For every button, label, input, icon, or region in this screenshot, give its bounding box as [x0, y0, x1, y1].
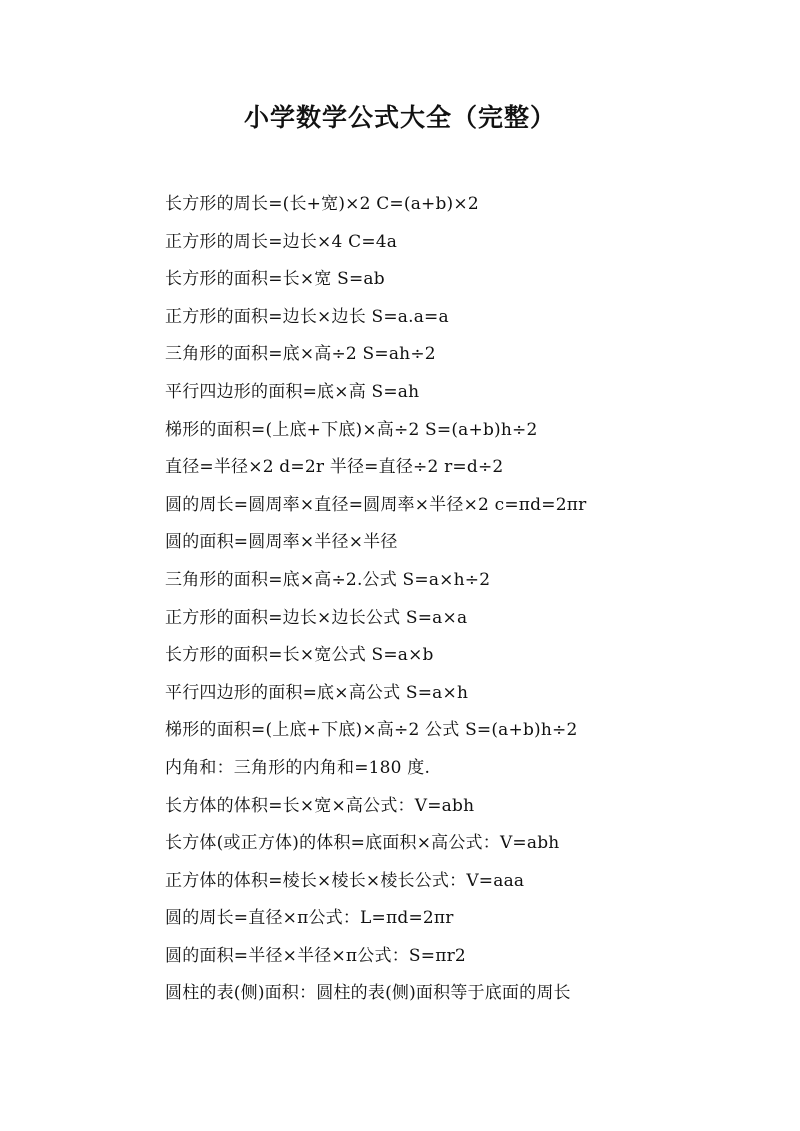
formula-line-8: 直径=半径×2 d=2r 半径=直径÷2 r=d÷2: [165, 457, 504, 478]
formula-line-18: 长方体(或正方体)的体积=底面积×高公式：V=abh: [165, 833, 560, 854]
formula-line-4: 正方形的面积=边长×边长 S=a.a=a: [165, 306, 449, 327]
document-title: 小学数学公式大全（完整）: [243, 103, 556, 132]
formula-list: [165, 186, 765, 1013]
formula-line-9: 圆的周长=圆周率×直径=圆周率×半径×2 c=πd=2πr: [165, 494, 587, 515]
formula-line-13: 长方形的面积=长×宽公式 S=a×b: [165, 645, 434, 666]
formula-line-17: 长方体的体积=长×宽×高公式：V=abh: [165, 795, 475, 816]
formula-line-15: 梯形的面积=(上底+下底)×高÷2 公式 S=(a+b)h÷2: [165, 720, 578, 741]
formula-line-5: 三角形的面积=底×高÷2 S=ah÷2: [165, 344, 436, 365]
formula-line-22: 圆柱的表(侧)面积：圆柱的表(侧)面积等于底面的周长: [165, 983, 571, 1004]
formula-line-19: 正方体的体积=棱长×棱长×棱长公式：V=aaa: [165, 870, 525, 891]
formula-line-14: 平行四边形的面积=底×高公式 S=a×h: [165, 682, 469, 703]
formula-line-21: 圆的面积=半径×半径×π公式：S=πr2: [165, 945, 466, 966]
formula-line-20: 圆的周长=直径×π公式：L=πd=2πr: [165, 908, 454, 929]
formula-line-12: 正方形的面积=边长×边长公式 S=a×a: [165, 607, 468, 628]
formula-line-7: 梯形的面积=(上底+下底)×高÷2 S=(a+b)h÷2: [165, 419, 538, 440]
formula-line-2: 正方形的周长=边长×4 C=4a: [165, 231, 398, 252]
formula-line-1: 长方形的周长=(长+宽)×2 C=(a+b)×2: [165, 194, 479, 214]
formula-line-11: 三角形的面积=底×高÷2.公式 S=a×h÷2: [165, 569, 491, 590]
formula-line-6: 平行四边形的面积=底×高 S=ah: [165, 381, 420, 402]
formula-line-16: 内角和：三角形的内角和=180 度.: [165, 757, 431, 778]
formula-line-10: 圆的面积=圆周率×半径×半径: [165, 532, 398, 553]
formula-line-3: 长方形的面积=长×宽 S=ab: [165, 269, 385, 290]
